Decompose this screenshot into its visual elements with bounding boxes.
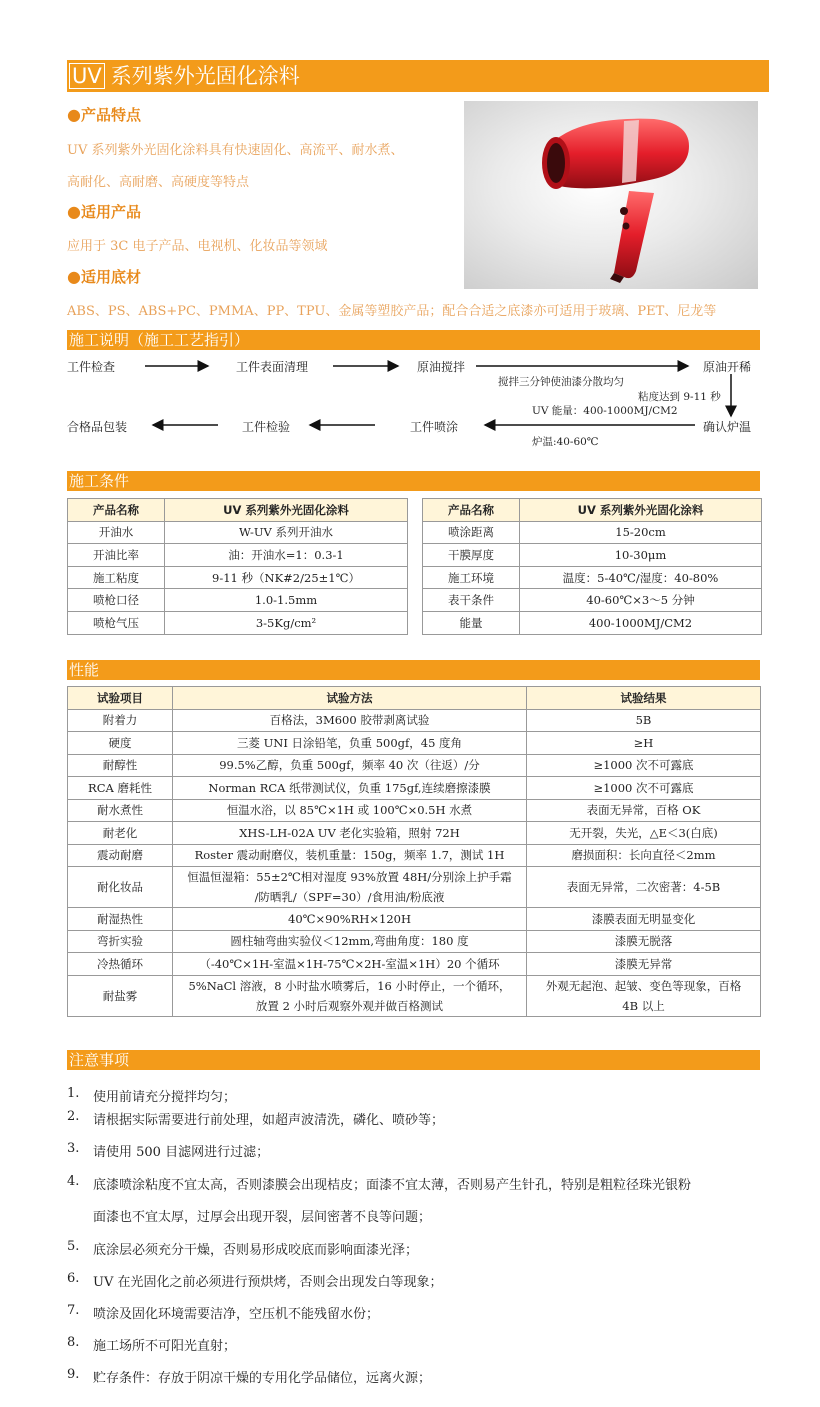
cell: 1.0-1.5mm <box>165 589 408 612</box>
cell: 无开裂，失光，△E＜3(白底) <box>527 822 761 845</box>
cell: 耐化妆品 <box>68 867 173 908</box>
cell: 耐醇性 <box>68 754 173 777</box>
table-row <box>68 589 408 612</box>
table-row <box>423 521 762 544</box>
cell: 震动耐磨 <box>68 844 173 867</box>
cell: 40℃×90%RH×120H <box>173 908 527 931</box>
list-text: 底漆喷涂粘度不宜太高，否则漆膜会出现桔皮；面漆不宜太薄，否则易产生针孔，特别是粗粒径珠光银粉 <box>93 1178 692 1193</box>
list-text: 施工场所不可阳光直射； <box>93 1339 237 1354</box>
process-note: 粘度达到 9-11 秒 <box>638 391 721 403</box>
list-number: 7. <box>67 1303 80 1318</box>
cell: 百格法，3M600 胶带剥离试验 <box>173 709 527 732</box>
cell: 施工粘度 <box>68 566 165 589</box>
cell-line: 5%NaCl 溶液，8 小时盐水喷雾后，16 小时停止，一个循环， <box>188 978 511 993</box>
table-row <box>68 975 761 1016</box>
table-header-row <box>423 499 762 522</box>
table-row <box>68 908 761 931</box>
list-item <box>67 1239 419 1258</box>
cell: 开油比率 <box>68 544 165 567</box>
list-item <box>67 1271 443 1290</box>
table-row <box>423 589 762 612</box>
table-row <box>68 930 761 953</box>
list-text: UV 在光固化之前必须进行预烘烤，否则会出现发白等现象； <box>93 1275 443 1290</box>
table-row <box>68 521 408 544</box>
list-item <box>67 1367 432 1386</box>
cell: XHS-LH-02A UV 老化实验箱，照射 72H <box>173 822 527 845</box>
cell-line: 4B 以上 <box>622 998 665 1013</box>
list-number: 9. <box>67 1367 80 1382</box>
column-header: UV 系列紫外光固化涂料 <box>165 499 408 522</box>
section-header-performance: 性能 <box>67 660 760 680</box>
table-header-row <box>68 687 761 710</box>
process-step: 确认炉温 <box>703 420 752 434</box>
conditions-table-right <box>422 498 762 635</box>
cell <box>173 975 527 1016</box>
list-item <box>67 1335 237 1354</box>
list-text: 喷涂及固化环境需要洁净，空压机不能残留水份； <box>93 1307 380 1322</box>
cell: 表面无异常，二次密著：4-5B <box>527 867 761 908</box>
process-step: 原油开稀 <box>703 360 752 374</box>
title-prefix: UV <box>69 63 105 89</box>
list-item <box>67 1141 270 1160</box>
cell: 喷枪口径 <box>68 589 165 612</box>
process-note: 搅拌三分钟使油漆分散均匀 <box>498 376 624 388</box>
cell: 圆柱轴弯曲实验仪＜12mm,弯曲角度：180 度 <box>173 930 527 953</box>
cell-line: 外观无起泡、起皱、变色等现象，百格 <box>545 978 742 993</box>
list-text: 贮存条件：存放于阴凉干燥的专用化学品储位，远离火源； <box>93 1371 432 1386</box>
cell: 10-30μm <box>520 544 762 567</box>
list-number: 1. <box>67 1086 80 1101</box>
cell: 喷枪气压 <box>68 611 165 634</box>
cell: 冷热循环 <box>68 953 173 976</box>
feature-heading-characteristics: ●产品特点 <box>67 105 141 124</box>
cell: 温度：5-40℃/湿度：40-80% <box>520 566 762 589</box>
list-item <box>67 1086 237 1105</box>
cell-line: 恒温恒湿箱：55±2℃相对湿度 93%放置 48H/分别涂上护手霜 <box>187 870 512 884</box>
cell: 9-11 秒（NK#2/25±1℃） <box>165 566 408 589</box>
feature-heading-substrates: ●适用底材 <box>67 267 141 286</box>
cell: 99.5%乙醇，负重 500gf，频率 40 次（往返）/分 <box>173 754 527 777</box>
cell: 恒温水浴，以 85℃×1H 或 100℃×0.5H 水煮 <box>173 799 527 822</box>
section-header-process: 施工说明（施工工艺指引） <box>67 330 760 350</box>
cell: 耐盐雾 <box>68 975 173 1016</box>
table-row <box>68 867 761 908</box>
cell: 表干条件 <box>423 589 520 612</box>
cell: 弯折实验 <box>68 930 173 953</box>
table-row <box>68 611 408 634</box>
process-step: 工件检查 <box>67 360 116 374</box>
cell: 硬度 <box>68 732 173 755</box>
cell: ≥1000 次不可露底 <box>527 754 761 777</box>
cell: ≥H <box>527 732 761 755</box>
list-number: 6. <box>67 1271 80 1286</box>
table-row <box>68 799 761 822</box>
table-row <box>68 953 761 976</box>
cell <box>527 975 761 1016</box>
cell-line: /防晒乳/（SPF=30）/食用油/粉底液 <box>254 890 445 904</box>
column-header: 产品名称 <box>68 499 165 522</box>
list-number: 8. <box>67 1335 80 1350</box>
table-row <box>68 822 761 845</box>
column-header: 试验结果 <box>527 687 761 710</box>
title-text: 系列紫外光固化涂料 <box>110 64 300 88</box>
table-row <box>423 611 762 634</box>
cell <box>173 867 527 908</box>
table-row <box>68 844 761 867</box>
list-text: 面漆也不宜太厚，过厚会出现开裂，层间密著不良等问题； <box>93 1210 432 1225</box>
cell: 400-1000MJ/CM2 <box>520 611 762 634</box>
cell: 开油水 <box>68 521 165 544</box>
column-header: 试验方法 <box>173 687 527 710</box>
process-note: UV 能量：400-1000MJ/CM2 <box>532 405 678 417</box>
section-header-notes: 注意事项 <box>67 1050 760 1070</box>
table-row <box>423 544 762 567</box>
cell: 油：开油水=1：0.3-1 <box>165 544 408 567</box>
cell: 能量 <box>423 611 520 634</box>
list-number: 5. <box>67 1239 80 1254</box>
list-text: 请根据实际需要进行前处理，如超声波清洗，磷化、喷砂等； <box>93 1113 445 1128</box>
process-step: 工件检验 <box>242 420 291 434</box>
process-step: 工件表面清理 <box>236 360 309 374</box>
cell: （-40℃×1H-室温×1H-75℃×2H-室温×1H）20 个循环 <box>173 953 527 976</box>
cell: 干膜厚度 <box>423 544 520 567</box>
list-item <box>67 1206 432 1225</box>
section-header-conditions: 施工条件 <box>67 471 760 491</box>
cell: 耐老化 <box>68 822 173 845</box>
feature-text: 高耐化、高耐磨、高硬度等特点 <box>67 175 250 190</box>
list-item <box>67 1303 380 1322</box>
cell: 施工环境 <box>423 566 520 589</box>
cell: 三菱 UNI 日涂铅笔，负重 500gf，45 度角 <box>173 732 527 755</box>
cell: 5B <box>527 709 761 732</box>
list-number: 3. <box>67 1141 80 1156</box>
cell: 15-20cm <box>520 521 762 544</box>
list-text: 使用前请充分搅拌均匀； <box>93 1090 237 1105</box>
list-item <box>67 1109 445 1128</box>
table-row <box>423 566 762 589</box>
process-arrows <box>0 0 820 460</box>
cell: 磨损面积：长向直径＜2mm <box>527 844 761 867</box>
list-text: 底涂层必须充分干燥，否则易形成咬底而影响面漆光泽； <box>93 1243 419 1258</box>
table-row <box>68 566 408 589</box>
cell: 表面无异常，百格 OK <box>527 799 761 822</box>
cell: 漆膜无脱落 <box>527 930 761 953</box>
table-header-row <box>68 499 408 522</box>
table-row <box>68 544 408 567</box>
table-row <box>68 777 761 800</box>
feature-heading-products: ●适用产品 <box>67 202 141 221</box>
cell: 附着力 <box>68 709 173 732</box>
table-row <box>68 709 761 732</box>
cell: 40-60℃×3～5 分钟 <box>520 589 762 612</box>
cell: 3-5Kg/cm² <box>165 611 408 634</box>
process-step: 原油搅拌 <box>417 360 466 374</box>
column-header: UV 系列紫外光固化涂料 <box>520 499 762 522</box>
cell: ≥1000 次不可露底 <box>527 777 761 800</box>
cell-line: 放置 2 小时后观察外观并做百格测试 <box>255 998 444 1013</box>
table-row <box>68 754 761 777</box>
process-step: 合格品包装 <box>67 420 128 434</box>
cell: 漆膜表面无明显变化 <box>527 908 761 931</box>
cell: 喷涂距离 <box>423 521 520 544</box>
cell: 耐湿热性 <box>68 908 173 931</box>
cell: Roster 震动耐磨仪，装机重量：150g，频率 1.7，测试 1H <box>173 844 527 867</box>
column-header: 试验项目 <box>68 687 173 710</box>
cell: W-UV 系列开油水 <box>165 521 408 544</box>
cell: RCA 磨耗性 <box>68 777 173 800</box>
cell: Norman RCA 纸带测试仪，负重 175gf,连续磨擦漆膜 <box>173 777 527 800</box>
list-text: 请使用 500 目滤网进行过滤； <box>93 1145 270 1160</box>
list-number: 2. <box>67 1109 80 1124</box>
column-header: 产品名称 <box>423 499 520 522</box>
table-row <box>68 732 761 755</box>
list-number: 4. <box>67 1174 80 1189</box>
feature-text: 应用于 3C 电子产品、电视机、化妆品等领域 <box>67 239 328 254</box>
performance-table <box>67 686 761 1017</box>
feature-text: UV 系列紫外光固化涂料具有快速固化、高流平、耐水煮、 <box>67 143 404 158</box>
conditions-table-left <box>67 498 408 635</box>
cell: 耐水煮性 <box>68 799 173 822</box>
process-step: 工件喷涂 <box>410 420 459 434</box>
process-note: 炉温:40-60℃ <box>532 436 599 448</box>
cell: 漆膜无异常 <box>527 953 761 976</box>
list-item <box>67 1174 692 1193</box>
feature-text: ABS、PS、ABS+PC、PMMA、PP、TPU、金属等塑胶产品；配合合适之底漆亦可适用于玻璃、PET、尼龙等 <box>67 304 717 319</box>
